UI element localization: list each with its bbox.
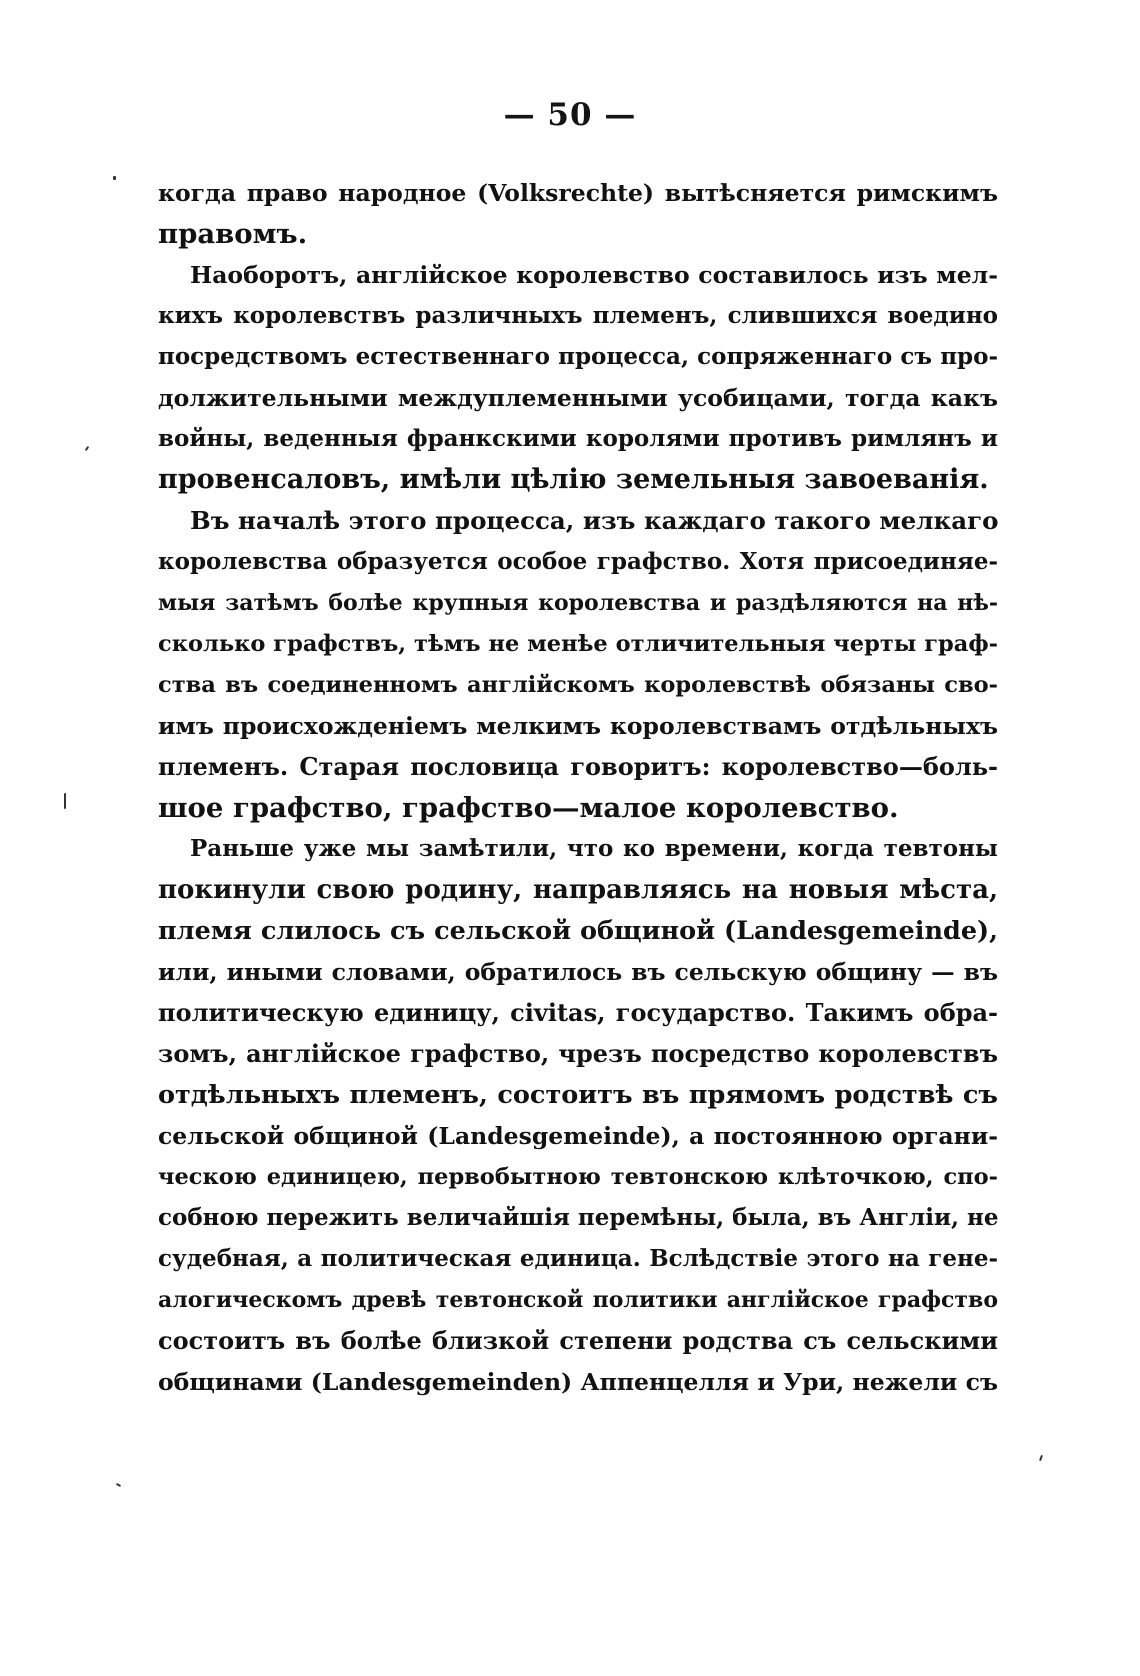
scan-speck bbox=[1039, 1455, 1043, 1461]
text-line: состоитъ въ болѣе близкой степени родства съ сельскими bbox=[158, 1326, 998, 1355]
text-line: зомъ, англійское графство, чрезъ посредство королевствъ bbox=[158, 1039, 998, 1068]
text-line: войны, веденныя франкскими королями противъ римлянъ и bbox=[158, 425, 998, 452]
text-line: ческою единицею, первобытною тевтонскою клѣточкою, спо- bbox=[158, 1164, 998, 1190]
text-line: общинами (Landesgemeinden) Аппенцелля и Ури, нежели съ bbox=[158, 1368, 998, 1396]
text-line: ства въ соединенномъ англійскомъ королевствѣ обязаны сво- bbox=[158, 672, 998, 698]
scan-speck bbox=[85, 446, 90, 451]
scan-speck bbox=[64, 793, 66, 809]
paragraph-start-line: Раньше уже мы замѣтили, что ко времени, когда тевтоны bbox=[190, 835, 998, 862]
text-line: собною пережить величайшія перемѣны, была, въ Англіи, не bbox=[158, 1204, 998, 1231]
scan-speck bbox=[113, 176, 116, 180]
text-line: провенсаловъ, имѣли цѣлію земельныя завоеванія. bbox=[158, 464, 989, 495]
text-line: алогическомъ древѣ тевтонской политики англійское графство bbox=[158, 1287, 998, 1313]
page-number: — 50 — bbox=[503, 97, 637, 133]
text-line: мыя затѣмъ болѣе крупныя королевства и раздѣляются на нѣ- bbox=[158, 590, 998, 616]
text-line: племенъ. Старая пословица говоритъ: королевство—боль- bbox=[158, 752, 998, 781]
text-line: правомъ. bbox=[158, 218, 308, 250]
text-line: или, иными словами, обратилось въ сельскую общину — въ bbox=[158, 958, 998, 986]
paragraph-start-line: Наоборотъ, англійское королевство составилось изъ мел- bbox=[190, 261, 998, 289]
text-line: шое графство, графство—малое королевство. bbox=[158, 792, 899, 824]
text-line: должительными междуплеменными усобицами, тогда какъ bbox=[158, 384, 998, 412]
text-line: сколько графствъ, тѣмъ не менѣе отличительныя черты граф- bbox=[158, 631, 998, 657]
text-line: покинули свою родину, направляясь на новыя мѣста, bbox=[158, 875, 998, 905]
text-line: политическую единицу, civitas, государство. Такимъ обра- bbox=[158, 998, 998, 1027]
text-line: посредствомъ естественнаго процесса, сопряженнаго съ про- bbox=[158, 343, 998, 370]
scan-speck bbox=[116, 1483, 121, 1487]
text-line: когда право народное (Volksrechte) вытѣсняется римскимъ bbox=[158, 179, 998, 207]
text-line: сельской общиной (Landesgemeinde), а постоянною органи- bbox=[158, 1122, 998, 1150]
text-line: кихъ королевствъ различныхъ племенъ, слившихся воедино bbox=[158, 302, 998, 329]
text-line: племя слилось съ сельской общиной (Landesgemeinde), bbox=[158, 916, 998, 946]
text-line: судебная, а политическая единица. Вслѣдствіе этого на гене- bbox=[158, 1245, 998, 1272]
text-line: имъ происхожденіемъ мелкимъ королевствамъ отдѣльныхъ bbox=[158, 712, 998, 740]
text-line: отдѣльныхъ племенъ, состоитъ въ прямомъ родствѣ съ bbox=[158, 1080, 998, 1110]
paragraph-start-line: Въ началѣ этого процесса, изъ каждаго такого мелкаго bbox=[190, 506, 998, 535]
text-line: королевства образуется особое графство. Хотя присоединяе- bbox=[158, 548, 998, 575]
